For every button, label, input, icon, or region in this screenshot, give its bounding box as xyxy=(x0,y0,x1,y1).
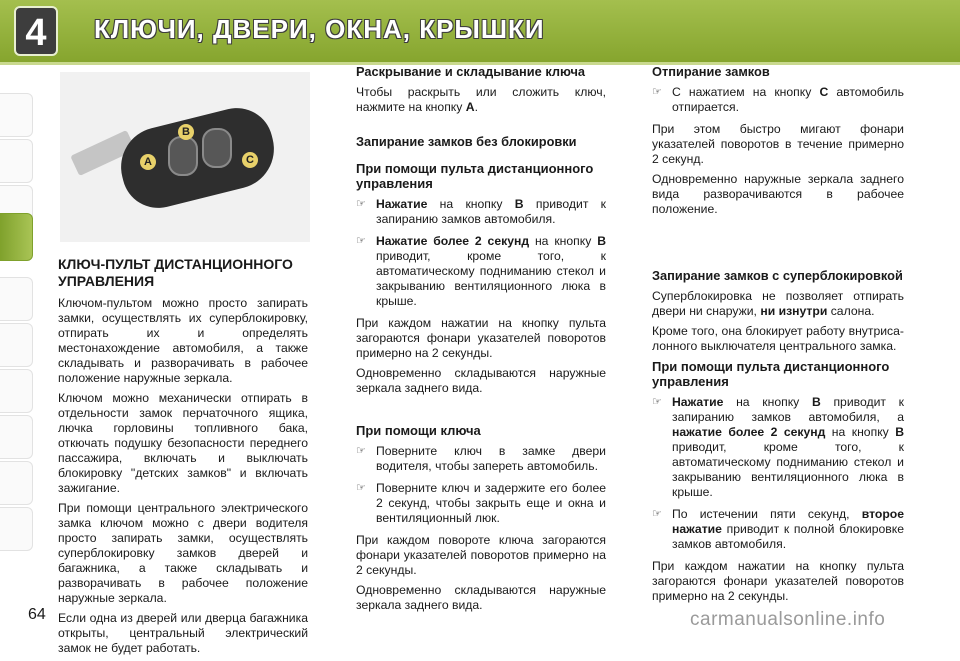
middle-column xyxy=(356,64,606,618)
paragraph: При каждом нажатии на кнопку пульта загораются фонари указателей поворотов примерно на 2 секунды. xyxy=(652,559,904,603)
finger-pointing-icon: ☞ xyxy=(356,482,366,494)
list-item: ☞ Нажатие более 2 секунд на кнопку B приводит, кроме того, к автоматическому поднимaнию стекол и закрыванию вентиляционного люка в крыше. xyxy=(356,234,606,308)
finger-pointing-icon: ☞ xyxy=(652,508,662,520)
watermark: carmanualsonline.info xyxy=(690,609,886,630)
paragraph: Одновременно складываются наружные зеркала заднего вида. xyxy=(356,583,606,612)
chapter-tab[interactable] xyxy=(0,461,33,505)
list-item: ☞ По истечении пяти секунд, второе нажатие приводит к полной блокировке замков автомобиля. xyxy=(652,507,904,551)
chapter-tab[interactable] xyxy=(0,415,33,459)
key-label-b: B xyxy=(178,124,194,140)
paragraph: При помощи центрального электрического замка ключом можно с двери водителя просто запирать замки, осуществлять суперблокировку замков дверей и багажника, а также складывать и разворачивать в рабочее положение наружные зеркала. xyxy=(58,501,308,605)
paragraph: Одновременно наружные зеркала заднего вида разворачиваются в рабочее положение. xyxy=(652,172,904,216)
key-label-a: A xyxy=(140,154,156,170)
list-item: ☞ Поверните ключ в замке двери водителя, чтобы запереть автомобиль. xyxy=(356,444,606,473)
chapter-tab-active[interactable] xyxy=(0,213,33,261)
list-item: ☞ С нажатием на кнопку C автомобиль отпирается. xyxy=(652,85,904,114)
finger-pointing-icon: ☞ xyxy=(356,235,366,247)
list-item: ☞ Нажатие на кнопку B приводит к запиранию замков автомобиля. xyxy=(356,197,607,226)
section-heading: Раскрывание и складывание ключа xyxy=(356,64,585,79)
chapter-tab[interactable] xyxy=(0,139,33,183)
section-heading: Запирание замков с суперблокировкой xyxy=(652,268,903,283)
paragraph: Ключом-пультом можно просто запирать замки, осуществлять их суперблокировку, отпирать их и определять местонахождение автомобиля, а также складывать и разворачивать в рабочее положение наружные зеркала. xyxy=(58,296,308,385)
chapter-number-badge: 4 xyxy=(14,6,58,56)
list-item: ☞ Поверните ключ и задержите его более 2 секунд, чтобы закрыть еще и окна и вентиляционный люк. xyxy=(356,481,606,525)
chapter-title: КЛЮЧИ, ДВЕРИ, ОКНА, КРЫШКИ xyxy=(94,14,545,44)
subsection-heading: При помощи пульта дистанционного управления xyxy=(652,359,890,389)
chapter-tab[interactable] xyxy=(0,369,33,413)
finger-pointing-icon: ☞ xyxy=(652,86,662,98)
right-column xyxy=(652,64,904,609)
key-button-left xyxy=(168,136,198,176)
finger-pointing-icon: ☞ xyxy=(652,396,662,408)
chapter-tab[interactable] xyxy=(0,93,33,137)
paragraph: Если одна из дверей или дверца багажника открыты, центральный электрический замок не будет работать. xyxy=(58,611,308,655)
paragraph: При этом быстро мигают фонари указателей поворотов в течение примерно 2 секунд. xyxy=(652,122,904,166)
chapter-tabs xyxy=(0,65,36,585)
finger-pointing-icon: ☞ xyxy=(356,445,366,457)
left-column xyxy=(58,256,308,661)
paragraph: Одновременно складываются наружные зеркала заднего вида. xyxy=(356,366,606,395)
list-item: ☞ Нажатие на кнопку B приводит к запиранию замков автомобиля, а нажатие более 2 секунд на кнопку B приводит, кроме того, к автоматическому поднимaнию стекол и закрыванию вентиляционного люка в крыше. xyxy=(652,395,904,499)
key-button-right xyxy=(202,128,232,168)
chapter-tab[interactable] xyxy=(0,277,33,321)
subsection-heading: При помощи пульта дистанционного управления xyxy=(356,161,594,191)
paragraph: Чтобы раскрыть или сложить ключ, нажмите на кнопку A. xyxy=(356,85,606,114)
chapter-tab[interactable] xyxy=(0,507,33,551)
page-number: 64 xyxy=(28,606,46,623)
section-heading: Отпирание замков xyxy=(652,64,770,79)
section-heading: КЛЮЧ-ПУЛЬТ ДИСТАНЦИОННОГО УПРАВЛЕНИЯ xyxy=(58,256,293,289)
paragraph: Суперблокировка не позволяет отпирать двери ни снаружи, ни изнутри салона. xyxy=(652,289,904,318)
paragraph: Ключом можно механически отпирать в отдельности замок перчаточного ящика, лючка горловины топливного бака, откючать подушку безопасности переднего пассажира, включать и выключать блокировку "детских замков" и включать зажигание. xyxy=(58,391,308,495)
finger-pointing-icon: ☞ xyxy=(356,198,366,210)
chapter-tab[interactable] xyxy=(0,323,33,367)
paragraph: Кроме того, она блокирует работу внутриса-лонного выключателя центрального замка. xyxy=(652,324,904,353)
section-heading: Запирание замков без блокировки xyxy=(356,134,577,149)
paragraph: При каждом повороте ключа загораются фонари указателей поворотов примерно на 2 секунды. xyxy=(356,533,606,577)
key-label-c: C xyxy=(242,152,258,168)
subsection-heading: При помощи ключа xyxy=(356,423,481,438)
paragraph: При каждом нажатии на кнопку пульта загораются фонари указателей поворотов примерно на 2 секунды. xyxy=(356,316,606,360)
